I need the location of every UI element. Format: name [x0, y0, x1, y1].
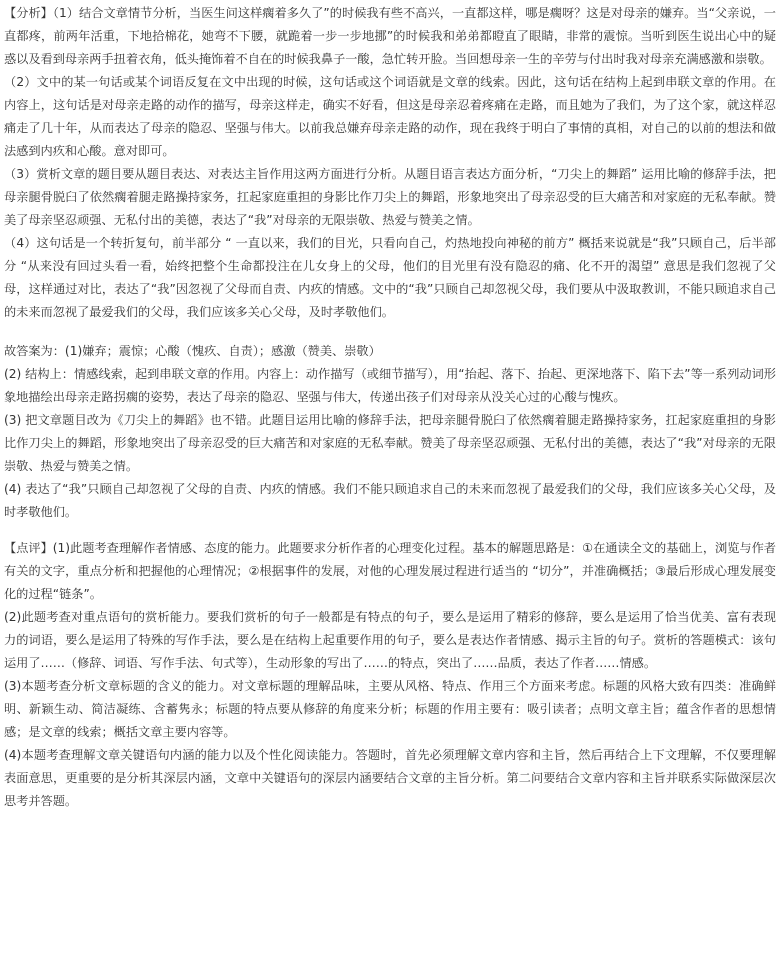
- section-spacer: [4, 524, 776, 537]
- comment-paragraph-3: (3)本题考查分析文章标题的含义的能力。对文章标题的理解品味，主要从风格、特点、作用三个方面来考虑。标题的风格大致有四类：准确鲜明、新颖生动、简洁凝练、含蓄隽永；标题的特点要从修辞的角度来分析；标题的作用主要有：吸引读者；点明文章主旨；蕴含作者的思想情感；是文章的线索；概括文章主要内容等。: [4, 679, 776, 739]
- section-spacer: [4, 324, 776, 340]
- analysis-paragraph-1: 【分析】（1）结合文章情节分析，当医生问这样瘸着多久了”的时候我有些不高兴，一直都这样，哪是瘸呀？这是对母亲的嫌弃。当“父亲说，一直都疼，前两年活重，下地拾棉花，她弯不下腰，就跪着一步一步地挪”的时候我和弟弟都瞪直了眼睛，非常的震惊。当听到医生说出心中的疑惑以及看到母亲两手扭着衣角，低头掩饰着不自在的时候我鼻子一酸，急忙转开脸。当回想母亲一生的辛劳与付出时我对母亲充满感激和崇敬。: [4, 6, 776, 66]
- answer-paragraph-1: 故答案为：(1)嫌弃；震惊；心酸（愧疚、自责）；感激（赞美、崇敬）: [4, 344, 381, 358]
- analysis-section: [4, 2, 776, 324]
- analysis-paragraph-2: （2）文中的某一句话或某个词语反复在文中出现的时候，这句话或这个词语就是文章的线索。因此，这句话在结构上起到串联文章的作用。在内容上，这句话是对母亲走路的动作的描写，母亲这样走，确实不好看，但这是母亲忍着疼痛在走路，而且她为了我们，为了这个家，就这样忍痛走了几十年，从而表达了母亲的隐忍、坚强与伟大。以前我总嫌弃母亲走路的动作，现在我终于明白了事情的真相，对自己的以前的想法和做法感到内疚和心酸。意对即可。: [4, 75, 776, 158]
- answer-paragraph-3: (3) 把文章题目改为《刀尖上的舞蹈》也不错。此题目运用比喻的修辞手法，把母亲腿骨脱臼了依然瘸着腿走路操持家务，扛起家庭重担的身影比作刀尖上的舞蹈，形象地突出了母亲忍受的巨大痛苦和对家庭的无私奉献。赞美了母亲坚忍顽强、无私付出的美德，表达了“我”对母亲的无限崇敬、热爱与赞美之情。: [4, 413, 776, 473]
- analysis-paragraph-3: （3）赏析文章的题目要从题目表达、对表达主旨作用这两方面进行分析。从题目语言表达方面分析，“刀尖上的舞蹈” 运用比喻的修辞手法，把母亲腿骨脱臼了依然瘸着腿走路操持家务，扛起家庭重担的身影比作刀尖上的舞蹈，形象地突出了母亲忍受的巨大痛苦和对家庭的无私奉献。赞美了母亲坚忍顽强、无私付出的美德，表达了“我”对母亲的无限崇敬、热爱与赞美之情。: [4, 167, 776, 227]
- comment-paragraph-4: (4)本题考查理解文章关键语句内涵的能力以及个性化阅读能力。答题时，首先必须理解文章内容和主旨，然后再结合上下文理解，不仅要理解表面意思，更重要的是分析其深层内涵，文章中关键语句的深层内涵要结合文章的主旨分析。第二问要结合文章内容和主旨并联系实际做深层次思考并答题。: [4, 748, 776, 808]
- answer-paragraph-4: (4) 表达了“我”只顾自己却忽视了父母的自责、内疚的情感。我们不能只顾追求自己的未来而忽视了最爱我们的父母，我们应该多关心父母，及时孝敬他们。: [4, 482, 776, 519]
- answer-section: [4, 340, 776, 524]
- comment-section: [4, 537, 776, 813]
- comment-paragraph-1: 【点评】(1)此题考查理解作者情感、态度的能力。此题要求分析作者的心理变化过程。基本的解题思路是：①在通读全文的基础上，浏览与作者有关的文字，重点分析和把握他的心理情况；②根据事件的发展，对他的心理发展过程进行适当的 “切分”，并准确概括；③最后形成心理发展变化的过程“链条”。: [4, 541, 776, 601]
- answer-paragraph-2: (2) 结构上：情感线索，起到串联文章的作用。内容上：动作描写（或细节描写），用“抬起、落下、抬起、更深地落下、陷下去”等一系列动词形象地描绘出母亲走路拐瘸的姿势，表达了母亲的隐忍、坚强与伟大，传递出孩子们对母亲从没关心过的心酸与愧疚。: [4, 367, 776, 404]
- analysis-paragraph-4: （4）这句话是一个转折复句，前半部分 “ 一直以来，我们的目光，只看向自己，灼热地投向神秘的前方” 概括来说就是“我”只顾自己，后半部分 “从来没有回过头看一看，始终把整个生命都投注在儿女身上的父母，他们的目光里有没有隐忍的痛、化不开的渴望” 意思是我们忽视了父母，这样通过对比，表达了“我”因忽视了父母而自责、内疚的情感。文中的“我”只顾自己却忽视父母，我们要从中汲取教训，不能只顾追求自己的未来而忽视了最爱我们的父母，我们应该多关心父母，及时孝敬他们。: [4, 236, 776, 319]
- comment-paragraph-2: (2)此题考查对重点语句的赏析能力。要我们赏析的句子一般都是有特点的句子，要么是运用了精彩的修辞，要么是运用了恰当优美、富有表现力的词语，要么是运用了特殊的写作手法，要么是在结构上起重要作用的句子，要么是表达作者情感、揭示主旨的句子。赏析的答题模式：该句运用了……（修辞、词语、写作手法、句式等），生动形象的写出了……的特点，突出了……品质，表达了作者……情感。: [4, 610, 776, 670]
